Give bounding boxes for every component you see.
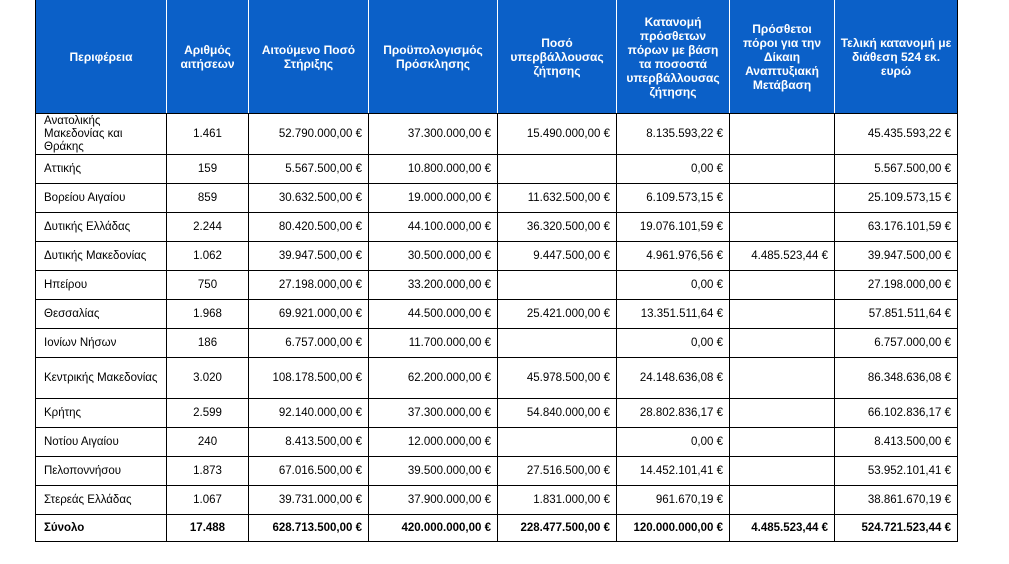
cell-requested: 92.140.000,00 € (249, 399, 369, 428)
cell-transition (730, 457, 835, 486)
cell-region: Πελοποννήσου (36, 457, 167, 486)
cell-applications: 1.461 (167, 114, 249, 155)
cell-transition (730, 114, 835, 155)
table-row (36, 486, 958, 515)
cell-applications: 2.244 (167, 213, 249, 242)
cell-final: 57.851.511,64 € (835, 300, 958, 329)
cell-transition (730, 271, 835, 300)
cell-requested: 69.921.000,00 € (249, 300, 369, 329)
col-header-additional-allocation: Κατανομή πρόσθετων πόρων με βάση τα ποσοστά υπερβάλλουσας ζήτησης (617, 0, 730, 114)
cell-budget: 37.300.000,00 € (369, 114, 498, 155)
cell-region: Δυτικής Ελλάδας (36, 213, 167, 242)
cell-additional: 24.148.636,08 € (617, 358, 730, 399)
cell-requested: 6.757.000,00 € (249, 329, 369, 358)
cell-additional: 0,00 € (617, 271, 730, 300)
total-cell-region: Σύνολο (36, 515, 167, 542)
cell-transition (730, 358, 835, 399)
cell-region: Στερεάς Ελλάδας (36, 486, 167, 515)
total-cell-transition: 4.485.523,44 € (730, 515, 835, 542)
table-body (36, 114, 958, 542)
cell-additional: 14.452.101,41 € (617, 457, 730, 486)
cell-final: 38.861.670,19 € (835, 486, 958, 515)
cell-requested: 5.567.500,00 € (249, 155, 369, 184)
table-row (36, 114, 958, 155)
cell-applications: 1.062 (167, 242, 249, 271)
cell-transition (730, 329, 835, 358)
cell-applications: 159 (167, 155, 249, 184)
cell-transition (730, 399, 835, 428)
cell-region: Αττικής (36, 155, 167, 184)
total-cell-budget: 420.000.000,00 € (369, 515, 498, 542)
header-row (36, 0, 958, 114)
cell-requested: 39.947.500,00 € (249, 242, 369, 271)
cell-transition (730, 184, 835, 213)
cell-additional: 4.961.976,56 € (617, 242, 730, 271)
cell-excess: 36.320.500,00 € (498, 213, 617, 242)
cell-additional: 0,00 € (617, 155, 730, 184)
total-cell-requested: 628.713.500,00 € (249, 515, 369, 542)
cell-applications: 2.599 (167, 399, 249, 428)
cell-transition: 4.485.523,44 € (730, 242, 835, 271)
cell-applications: 859 (167, 184, 249, 213)
cell-region: Ηπείρου (36, 271, 167, 300)
cell-budget: 62.200.000,00 € (369, 358, 498, 399)
cell-applications: 1.968 (167, 300, 249, 329)
cell-excess (498, 428, 617, 457)
allocation-table (35, 0, 958, 542)
cell-final: 8.413.500,00 € (835, 428, 958, 457)
table-row (36, 213, 958, 242)
col-header-requested-amount: Αιτούμενο Ποσό Στήριξης (249, 0, 369, 114)
total-cell-applications: 17.488 (167, 515, 249, 542)
cell-transition (730, 428, 835, 457)
cell-requested: 80.420.500,00 € (249, 213, 369, 242)
cell-budget: 39.500.000,00 € (369, 457, 498, 486)
cell-additional: 6.109.573,15 € (617, 184, 730, 213)
cell-region: Νοτίου Αιγαίου (36, 428, 167, 457)
cell-excess: 27.516.500,00 € (498, 457, 617, 486)
cell-final: 86.348.636,08 € (835, 358, 958, 399)
total-cell-excess: 228.477.500,00 € (498, 515, 617, 542)
cell-region: Ιονίων Νήσων (36, 329, 167, 358)
cell-region: Θεσσαλίας (36, 300, 167, 329)
cell-region: Δυτικής Μακεδονίας (36, 242, 167, 271)
table-row (36, 358, 958, 399)
cell-excess: 25.421.000,00 € (498, 300, 617, 329)
cell-applications: 186 (167, 329, 249, 358)
cell-final: 53.952.101,41 € (835, 457, 958, 486)
cell-applications: 240 (167, 428, 249, 457)
cell-region: Βορείου Αιγαίου (36, 184, 167, 213)
cell-excess: 11.632.500,00 € (498, 184, 617, 213)
cell-additional: 19.076.101,59 € (617, 213, 730, 242)
cell-requested: 67.016.500,00 € (249, 457, 369, 486)
cell-applications: 750 (167, 271, 249, 300)
cell-additional: 0,00 € (617, 329, 730, 358)
cell-excess: 1.831.000,00 € (498, 486, 617, 515)
table-row (36, 271, 958, 300)
cell-budget: 11.700.000,00 € (369, 329, 498, 358)
cell-excess: 15.490.000,00 € (498, 114, 617, 155)
cell-budget: 10.800.000,00 € (369, 155, 498, 184)
cell-final: 39.947.500,00 € (835, 242, 958, 271)
cell-requested: 27.198.000,00 € (249, 271, 369, 300)
col-header-applications: Αριθμός αιτήσεων (167, 0, 249, 114)
cell-transition (730, 486, 835, 515)
table-row (36, 184, 958, 213)
cell-applications: 1.873 (167, 457, 249, 486)
cell-requested: 52.790.000,00 € (249, 114, 369, 155)
cell-final: 45.435.593,22 € (835, 114, 958, 155)
cell-region: Κεντρικής Μακεδονίας (36, 358, 167, 399)
table-row (36, 399, 958, 428)
cell-final: 27.198.000,00 € (835, 271, 958, 300)
cell-budget: 19.000.000,00 € (369, 184, 498, 213)
col-header-just-transition: Πρόσθετοι πόροι για την Δίκαιη Αναπτυξιακή Μετάβαση (730, 0, 835, 114)
cell-budget: 33.200.000,00 € (369, 271, 498, 300)
cell-excess (498, 271, 617, 300)
col-header-region: Περιφέρεια (36, 0, 167, 114)
table-row (36, 457, 958, 486)
cell-budget: 12.000.000,00 € (369, 428, 498, 457)
cell-additional: 28.802.836,17 € (617, 399, 730, 428)
cell-budget: 37.300.000,00 € (369, 399, 498, 428)
cell-final: 66.102.836,17 € (835, 399, 958, 428)
cell-transition (730, 300, 835, 329)
cell-excess (498, 155, 617, 184)
cell-applications: 3.020 (167, 358, 249, 399)
cell-final: 25.109.573,15 € (835, 184, 958, 213)
cell-excess (498, 329, 617, 358)
col-header-excess-demand: Ποσό υπερβάλλουσας ζήτησης (498, 0, 617, 114)
cell-final: 6.757.000,00 € (835, 329, 958, 358)
cell-final: 63.176.101,59 € (835, 213, 958, 242)
table-row (36, 242, 958, 271)
cell-requested: 39.731.000,00 € (249, 486, 369, 515)
cell-budget: 44.100.000,00 € (369, 213, 498, 242)
cell-transition (730, 213, 835, 242)
cell-requested: 108.178.500,00 € (249, 358, 369, 399)
cell-final: 5.567.500,00 € (835, 155, 958, 184)
cell-requested: 30.632.500,00 € (249, 184, 369, 213)
table-row (36, 155, 958, 184)
cell-budget: 30.500.000,00 € (369, 242, 498, 271)
cell-region: Ανατολικής Μακεδονίας και Θράκης (36, 114, 167, 155)
cell-applications: 1.067 (167, 486, 249, 515)
col-header-final-allocation: Τελική κατανομή με διάθεση 524 εκ. ευρώ (835, 0, 958, 114)
cell-transition (730, 155, 835, 184)
total-cell-additional: 120.000.000,00 € (617, 515, 730, 542)
cell-additional: 8.135.593,22 € (617, 114, 730, 155)
cell-budget: 44.500.000,00 € (369, 300, 498, 329)
cell-additional: 0,00 € (617, 428, 730, 457)
table-row (36, 428, 958, 457)
table-row (36, 329, 958, 358)
cell-excess: 45.978.500,00 € (498, 358, 617, 399)
cell-additional: 13.351.511,64 € (617, 300, 730, 329)
total-cell-final: 524.721.523,44 € (835, 515, 958, 542)
table-row (36, 300, 958, 329)
cell-region: Κρήτης (36, 399, 167, 428)
cell-requested: 8.413.500,00 € (249, 428, 369, 457)
total-row (36, 515, 958, 542)
cell-budget: 37.900.000,00 € (369, 486, 498, 515)
col-header-call-budget: Προϋπολογισμός Πρόσκλησης (369, 0, 498, 114)
cell-additional: 961.670,19 € (617, 486, 730, 515)
cell-excess: 9.447.500,00 € (498, 242, 617, 271)
cell-excess: 54.840.000,00 € (498, 399, 617, 428)
